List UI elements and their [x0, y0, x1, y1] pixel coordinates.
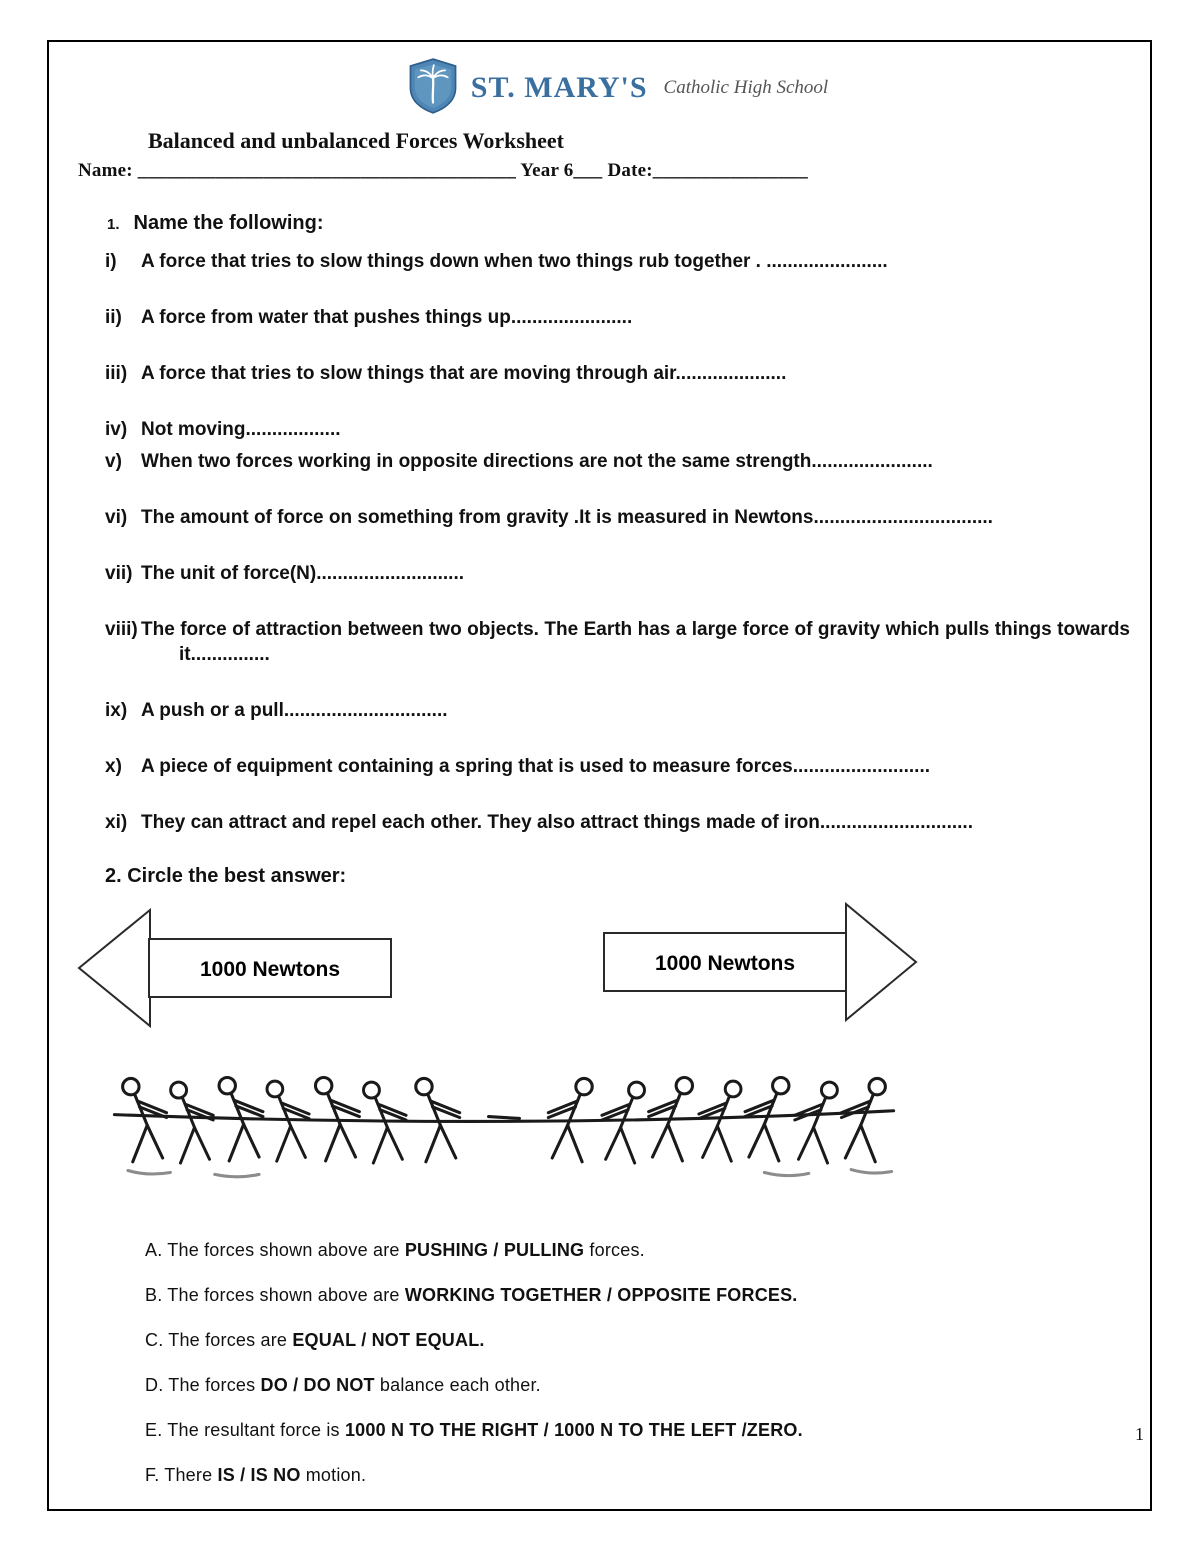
- option-e: E. The resultant force is 1000 N TO THE RIGHT / 1000 N TO THE LEFT /ZERO.: [145, 1420, 803, 1440]
- question-xi: xi) They can attract and repel each other. They also attract things made of iron.............................: [105, 812, 973, 833]
- page-content: [47, 40, 1152, 1511]
- question-vi: vi) The amount of force on something from gravity .It is measured in Newtons..................................: [105, 507, 993, 528]
- section-1-number: 1.: [107, 216, 120, 233]
- section-2-heading: 2. Circle the best answer:: [105, 865, 347, 887]
- question-x: x) A piece of equipment containing a spring that is used to measure forces..........................: [105, 756, 931, 777]
- shield-palm-tree-icon: [407, 56, 459, 121]
- question-v: v) When two forces working in opposite directions are not the same strength.......................: [105, 451, 933, 472]
- school-tagline: Catholic High School: [663, 77, 829, 98]
- page-number: 1: [1135, 1424, 1144, 1444]
- tug-of-war-image: [99, 1047, 1130, 1220]
- school-name: ST. MARY'S: [470, 71, 648, 104]
- right-arrow-label: 1000 Newtons: [654, 952, 796, 975]
- left-force-arrow: [75, 904, 395, 1039]
- right-force-arrow: [600, 898, 920, 1033]
- worksheet-title: Balanced and unbalanced Forces Worksheet: [148, 128, 565, 153]
- force-arrows-row: [75, 904, 920, 1039]
- question-iii: iii) A force that tries to slow things that are moving through air.....................: [105, 363, 787, 384]
- question-ii: ii) A force from water that pushes things up.......................: [105, 307, 633, 328]
- question-viii: viii) The force of attraction between two objects. The Earth has a large force of gravity which pulls things towards it...............: [105, 619, 1130, 665]
- question-i: i) A force that tries to slow things down when two things rub together . .......................: [105, 251, 888, 272]
- option-f: F. There IS / IS NO motion.: [145, 1465, 367, 1485]
- left-arrow-label: 1000 Newtons: [199, 958, 341, 981]
- section-1-heading: 1. Name the following:: [107, 212, 324, 234]
- option-d: D. The forces DO / DO NOT balance each other.: [145, 1375, 541, 1395]
- name-year-date-line: Name: _______________________________________ Year 6___ Date:________________: [78, 160, 808, 181]
- question-vii: vii) The unit of force(N)............................: [105, 563, 465, 584]
- option-a: A. The forces shown above are PUSHING / PULLING forces.: [145, 1240, 645, 1260]
- question-iv: iv) Not moving..................: [105, 419, 341, 440]
- option-c: C. The forces are EQUAL / NOT EQUAL.: [145, 1330, 485, 1350]
- option-b: B. The forces shown above are WORKING TOGETHER / OPPOSITE FORCES.: [145, 1285, 798, 1305]
- question-ix: ix) A push or a pull...............................: [105, 700, 448, 721]
- school-header: [105, 56, 1130, 120]
